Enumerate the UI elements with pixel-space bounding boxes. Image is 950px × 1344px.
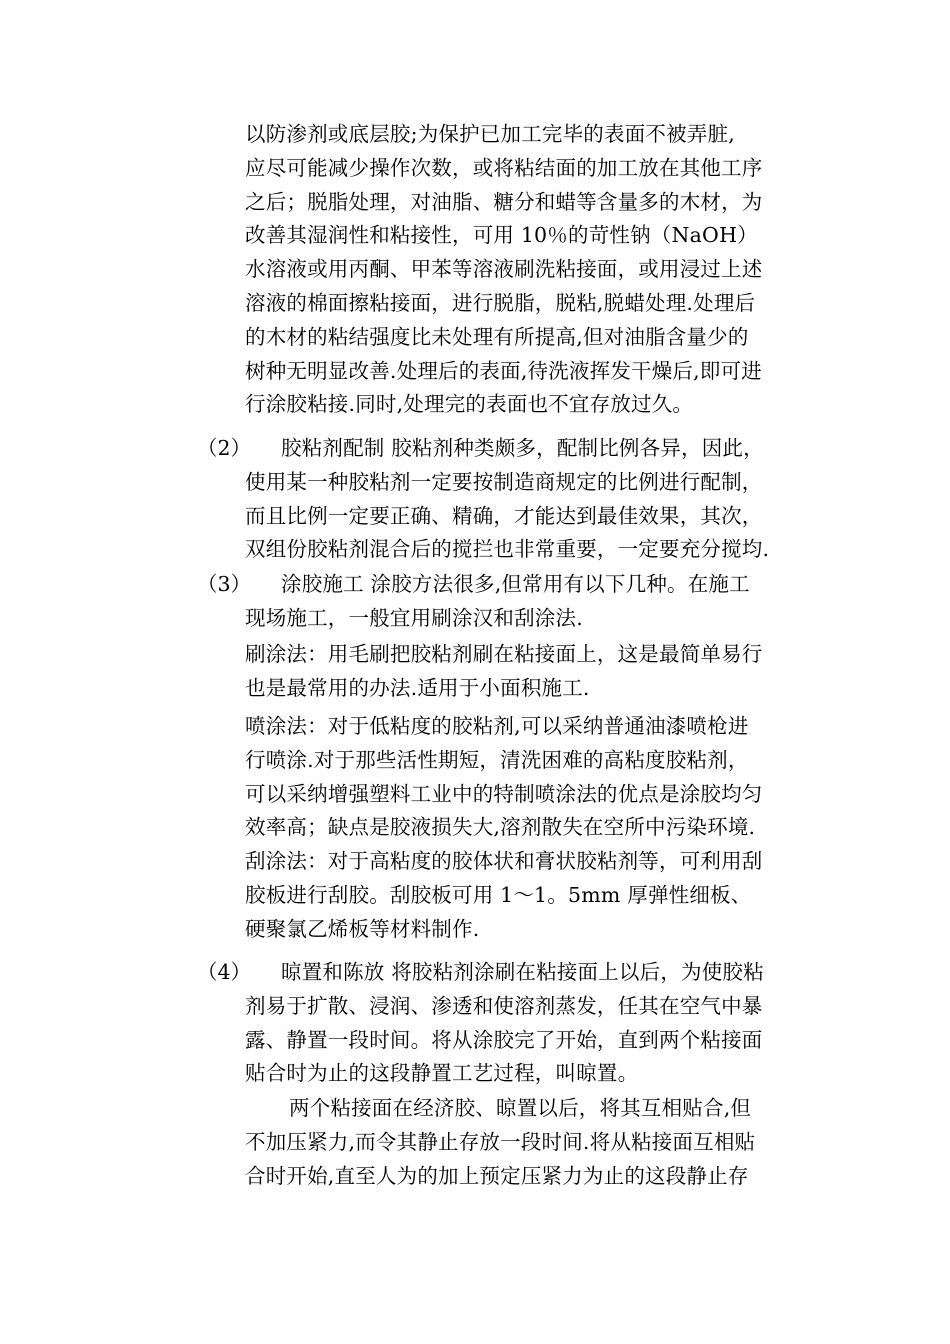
brush-method-paragraph <box>245 638 815 706</box>
intro-line: 以防渗剂或底层胶;为保护已加工完毕的表面不被弄脏, <box>245 122 735 146</box>
intro-line: 行涂胶粘接.同时,处理完的表面也不宜存放过久。 <box>245 392 694 417</box>
section-4-para2-line: 合时开始,直至人为的加上预定压紧力为止的这段静止存 <box>245 1163 749 1188</box>
brush-method-line: 刷涂法：用毛刷把胶粘剂刷在粘接面上，这是最简单易行 <box>245 642 763 666</box>
intro-line: 的木材的粘结强度比未处理有所提高,但对油脂含量少的 <box>245 324 749 349</box>
scrape-method-line: 刮涂法：对于高粘度的胶体状和膏状胶粘剂等，可利用刮 <box>245 849 763 874</box>
section-2-paragraph <box>245 432 815 567</box>
intro-line: 树种无明显改善.处理后的表面,待洗液挥发干燥后,即可进 <box>245 358 762 383</box>
section-4-para2-line: 两个粘接面在经济胶、晾置以后，将其互相贴合,但 <box>289 1096 752 1120</box>
section-2-number: （2） <box>197 436 252 460</box>
section-2-line: 而且比例一定要正确、精确，才能达到最佳效果，其次， <box>245 503 763 528</box>
section-4-line: 晾置和陈放 将胶粘剂涂刷在粘接面上以后，为使胶粘 <box>281 960 764 984</box>
section-3-paragraph <box>245 568 815 636</box>
section-4-paragraph <box>245 956 815 1091</box>
section-2-line: 双组份胶粘剂混合后的搅拦也非常重要，一定要充分搅均. <box>245 537 770 562</box>
spray-method-paragraph <box>245 710 815 947</box>
scrape-method-line: 胶板进行刮胶。刮胶板可用 1～1。5mm 厚弹性细板、 <box>245 882 752 907</box>
intro-line: 水溶液或用丙酮、甲苯等溶液刷洗粘接面，或用浸过上述 <box>245 257 763 282</box>
section-2-line: 使用某一种胶粘剂一定要按制造商规定的比例进行配制， <box>245 469 763 494</box>
spray-method-line: 可以采纳增强塑料工业中的特制喷涂法的优点是涂胶均匀 <box>245 781 763 806</box>
section-4-line: 露、静置一段时间。将从涂胶完了开始，直到两个粘接面 <box>245 1027 763 1052</box>
section-2-line: 胶粘剂配制 胶粘剂种类颇多，配制比例各异，因此， <box>281 436 764 460</box>
intro-line: 之后；脱脂处理，对油脂、糖分和蜡等含量多的木材，为 <box>245 189 763 214</box>
section-4-paragraph-2 <box>245 1092 815 1193</box>
section-4-number: （4） <box>197 960 252 984</box>
intro-paragraph <box>245 118 815 422</box>
section-4-line: 剂易于扩散、浸润、渗透和使溶剂蒸发，任其在空气中暴 <box>245 993 763 1018</box>
section-4-line: 贴合时为止的这段静置工艺过程，叫晾置。 <box>245 1061 639 1086</box>
brush-method-line: 也是最常用的办法.适用于小面积施工. <box>245 675 590 700</box>
intro-line: 改善其湿润性和粘接性，可用 10％的苛性钠（NaOH） <box>245 223 758 248</box>
intro-line: 溶液的棉面擦粘接面，进行脱脂，脱粘,脱蜡处理.处理后 <box>245 290 756 315</box>
spray-method-line: 行喷涂.对于那些活性期短，清洗困难的高粘度胶粘剂， <box>245 747 749 772</box>
intro-line: 应尽可能减少操作次数，或将粘结面的加工放在其他工序 <box>245 155 763 180</box>
section-4-para2-line: 不加压紧力,而令其静止存放一段时间.将从粘接面互相贴 <box>245 1129 756 1154</box>
scrape-method-line: 硬聚氯乙烯板等材料制作. <box>245 916 480 941</box>
spray-method-line: 效率高；缺点是胶液损失大,溶剂散失在空所中污染环境. <box>245 815 756 840</box>
spray-method-line: 喷涂法：对于低粘度的胶粘剂,可以采纳普通油漆喷枪进 <box>245 714 749 738</box>
section-3-line: 涂胶施工 涂胶方法很多,但常用有以下几种。在施工 <box>281 572 750 596</box>
section-3-line: 现场施工，一般宜用刷涂汉和刮涂法. <box>245 605 583 630</box>
section-3-number: （3） <box>197 572 252 596</box>
